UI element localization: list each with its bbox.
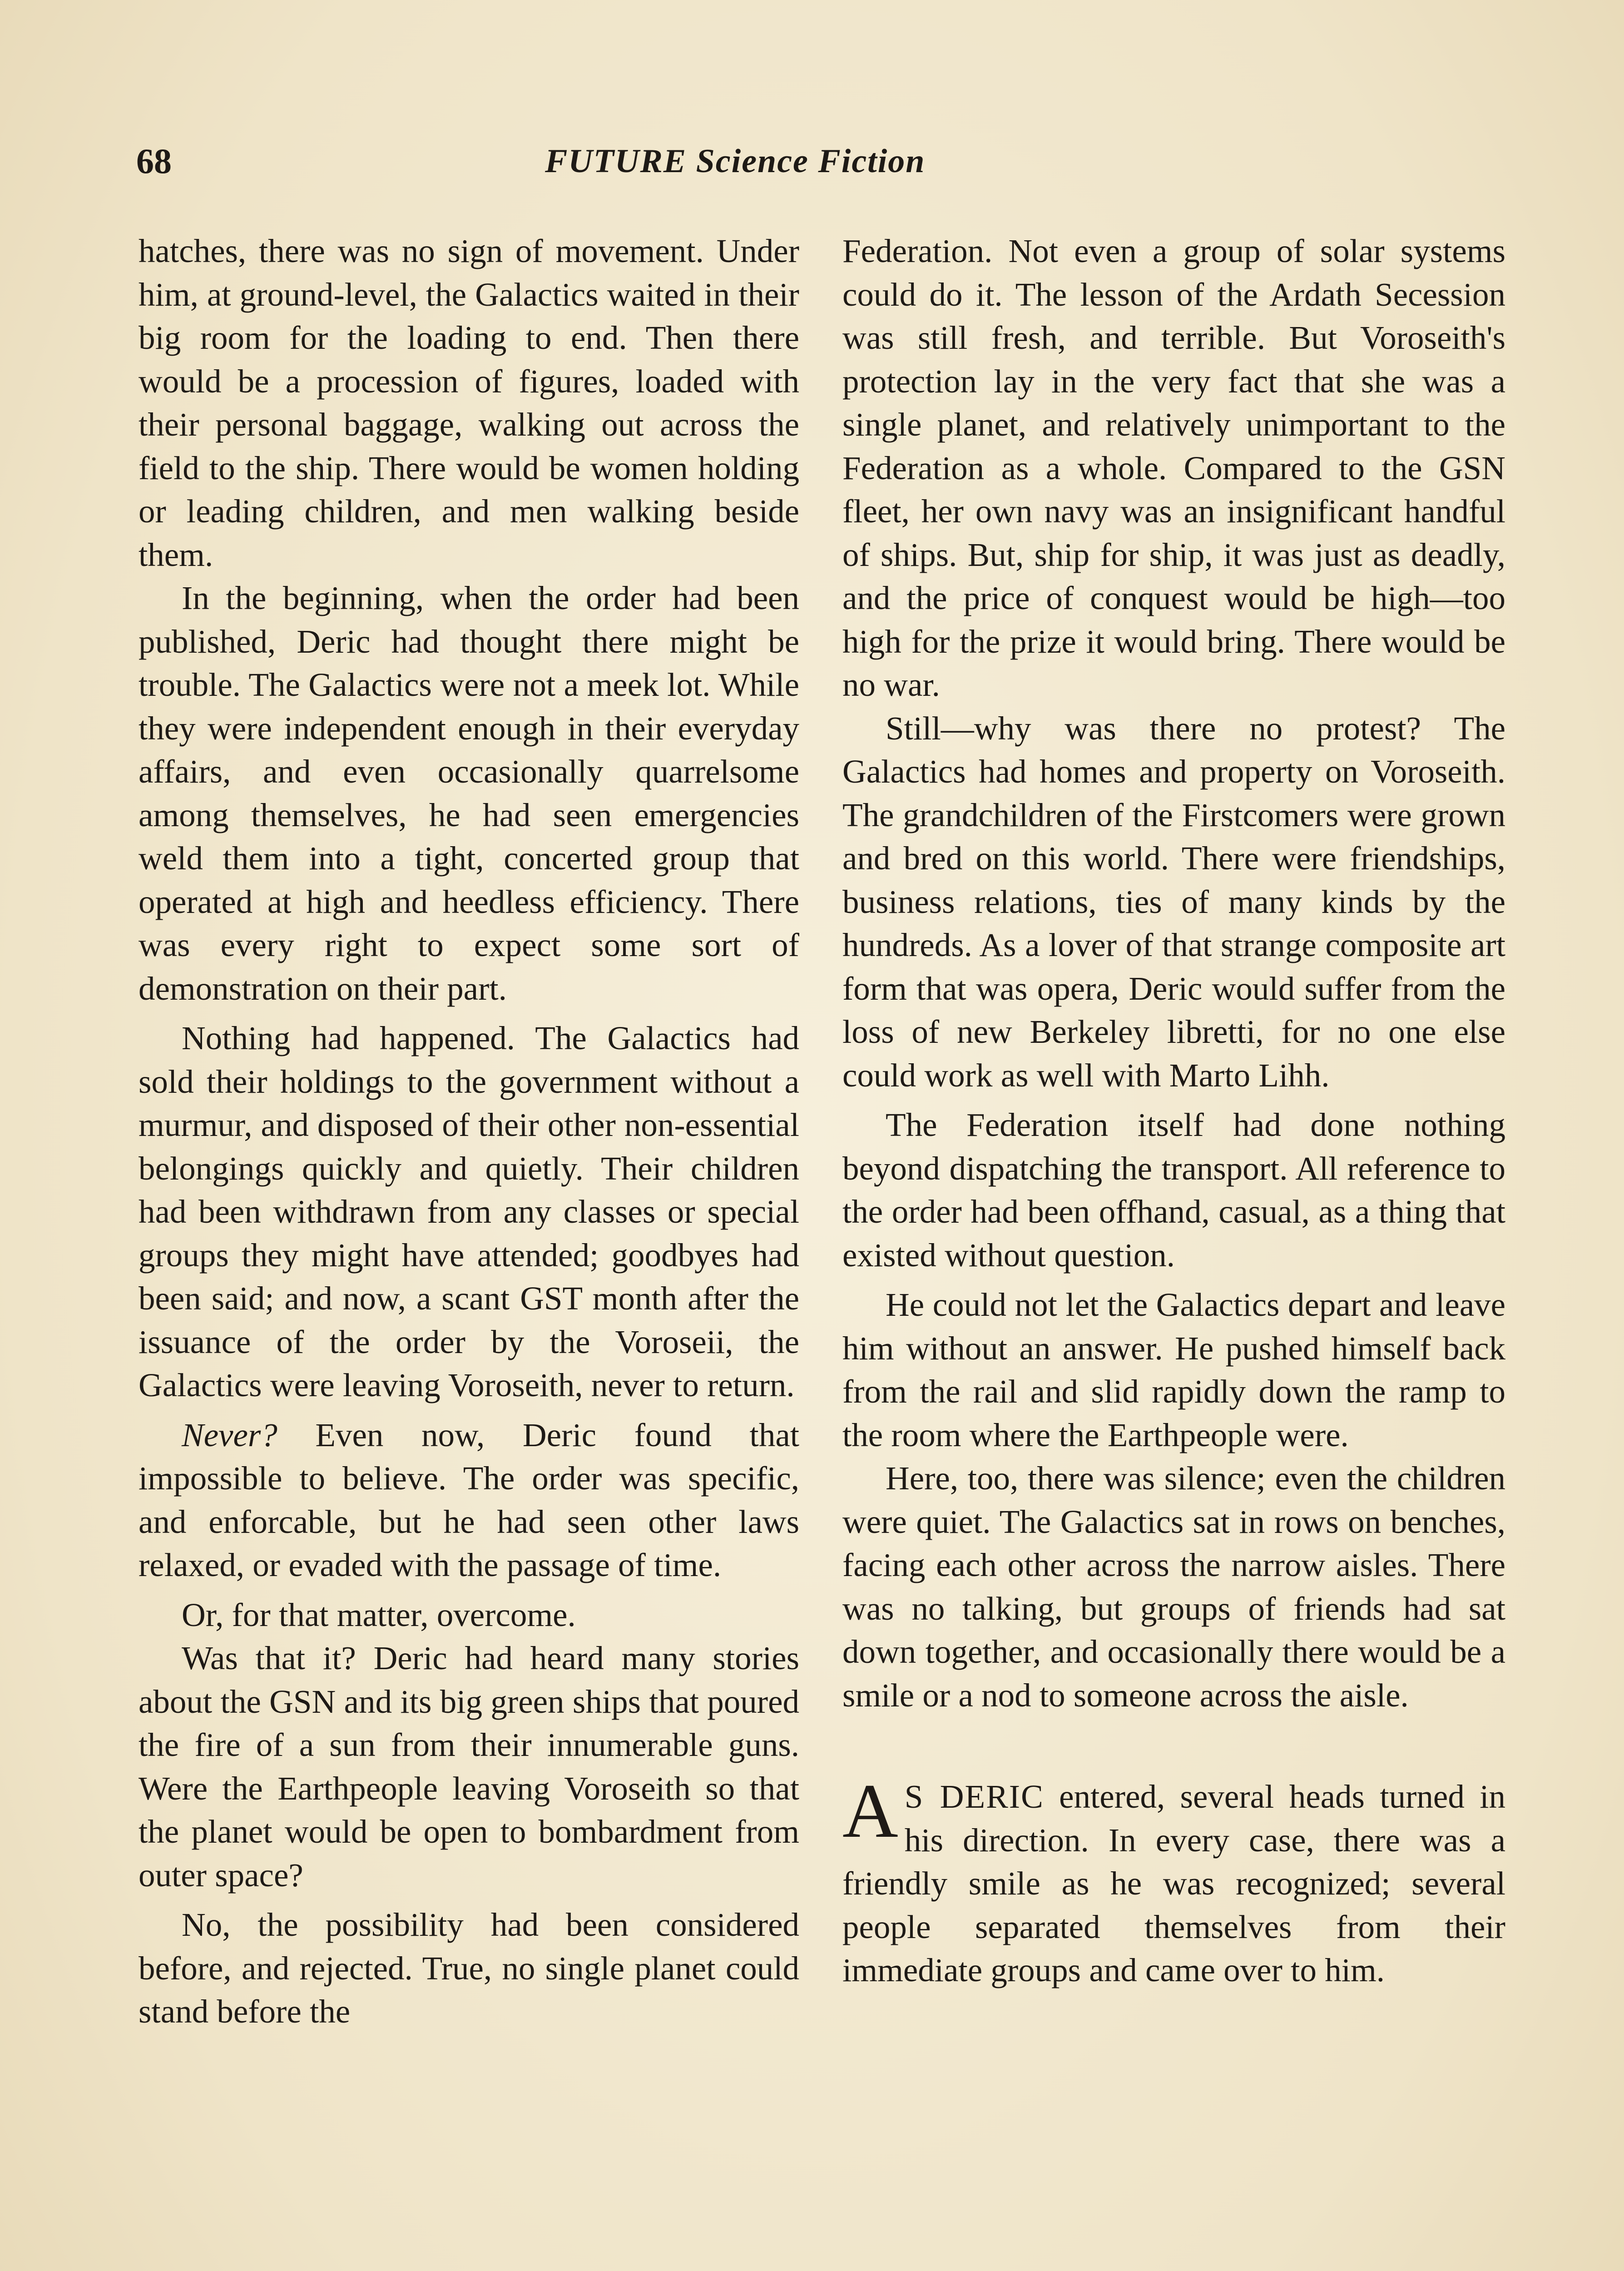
right-text-column: [842, 229, 1505, 1992]
paragraph: In the beginning, when the order had been published, Deric had thought there might be trouble. The Galactics were not a meek lot. While they were independent enough in their everyday affairs, and even occasionally quarrelsome among themselves, he had seen emergencies weld them into a tight, concerted group that operated at high and heedless efficiency. There was every right to expect some sort of demonstration on their part.: [139, 580, 799, 1007]
paragraph: Or, for that matter, overcome.: [182, 1596, 576, 1633]
small-caps-text: S DERIC: [904, 1778, 1044, 1815]
paragraph: Was that it? Deric had heard many stories about the GSN and its big green ships that poured the fire of a sun from their innumerable guns. Were the Earthpeople leaving Voroseith so that the planet would be open to bombardment from outer space?: [139, 1640, 799, 1894]
running-title: FUTURE Science Fiction: [545, 143, 926, 180]
paragraph: hatches, there was no sign of movement. Under him, at ground-level, the Galactics waited in their big room for the loading to end. Then there would be a procession of figures, loaded with their personal baggage, walking out across the field to the ship. There would be women holding or leading children, and men walking beside them.: [139, 233, 799, 573]
left-text-column: [139, 229, 799, 2033]
paragraph: The Federation itself had done nothing beyond dispatching the transport. All reference to the order had been offhand, casual, as a thing that existed without question.: [842, 1106, 1505, 1274]
paragraph: No, the possibility had been considered before, and rejected. True, no single planet could stand before the: [139, 1906, 799, 2030]
emphasis-text: Never?: [182, 1416, 277, 1453]
paragraph: [139, 1413, 799, 1587]
page-header: [136, 136, 1490, 186]
paragraph-text: Even now, Deric found that impossible to believe. The order was specific, and enforcable, but he had seen other laws relaxed, or evaded with the passage of time.: [139, 1416, 799, 1583]
paragraph: He could not let the Galactics depart and leave him without an answer. He pushed himself back from the rail and slid rapidly down the ramp to the room where the Earthpeople were.: [842, 1286, 1505, 1453]
paragraph-text: entered, several heads turned in his direction. In every case, there was a friendly smile as he was recognized; several people separated themselves from their immediate groups and came over to him.: [842, 1778, 1505, 1988]
page-number: 68: [136, 141, 172, 181]
paragraph: Here, too, there was silence; even the children were quiet. The Galactics sat in rows on benches, facing each other across the narrow aisles. There was no talking, but groups of friends had sat down together, and occasionally there would be a smile or a nod to someone across the aisle.: [842, 1460, 1505, 1714]
paragraph: Nothing had happened. The Galactics had sold their holdings to the government without a murmur, and disposed of their other non-essential belongings quickly and quietly. Their children had been withdrawn from any classes or special groups they might have attended; goodbyes had been said; and now, a scant GST month after the issuance of the order by the Voroseii, the Galactics were leaving Voroseith, never to return.: [139, 1020, 799, 1403]
drop-cap: A: [842, 1768, 898, 1854]
section-opening-paragraph: [842, 1768, 1505, 1992]
paragraph: Still—why was there no protest? The Galactics had homes and property on Voroseith. The grandchildren of the Firstcomers were grown and bred on this world. There were friendships, business relations, ties of many kinds by the hundreds. As a lover of that strange composite art form that was opera, Deric would suffer from the loss of new Berkeley libretti, for no one else could work as well with Marto Lihh.: [842, 709, 1505, 1094]
paragraph: Federation. Not even a group of solar systems could do it. The lesson of the Ardath Secession was still fresh, and terrible. But Voroseith's protection lay in the very fact that she was a single planet, and relatively unimportant to the Federation as a whole. Compared to the GSN fleet, her own navy was an insignificant handful of ships. But, ship for ship, it was just as deadly, and the price of conquest would be high—too high for the prize it would bring. There would be no war.: [842, 233, 1505, 703]
